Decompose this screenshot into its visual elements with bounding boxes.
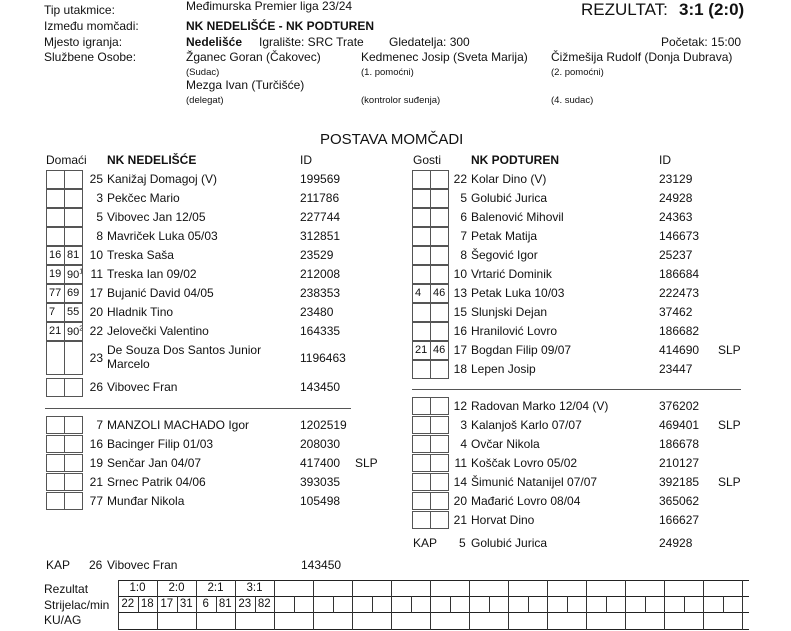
sub-minute: $90^2$ xyxy=(67,325,84,338)
minute-box xyxy=(64,454,82,472)
player-note: SLP xyxy=(718,475,741,489)
player-number: 18 xyxy=(453,362,467,376)
player-id: 24363 xyxy=(659,210,693,224)
grid-subcol-line xyxy=(723,596,724,613)
official-role: (2. pomoćni) xyxy=(551,67,604,78)
minute-box xyxy=(412,208,430,227)
player-number: 16 xyxy=(89,437,103,451)
official-role: (4. sudac) xyxy=(551,95,594,106)
sub-number: 19 xyxy=(49,268,62,280)
grid-col-line xyxy=(274,580,275,630)
player-id: 392185 xyxy=(659,475,700,489)
player-number: 23 xyxy=(89,351,103,365)
player-id: 25237 xyxy=(659,248,693,262)
player-id: 24928 xyxy=(659,191,693,205)
player-id: 210127 xyxy=(659,456,700,470)
minute-box xyxy=(430,322,448,341)
minute-box xyxy=(412,416,430,434)
box-edge xyxy=(82,416,83,434)
grid-subcol-line xyxy=(567,596,568,613)
score-cell: 2:1 xyxy=(207,582,224,594)
player-number: 15 xyxy=(453,305,467,319)
grid-col-line xyxy=(508,580,509,630)
player-id: 365062 xyxy=(659,494,700,508)
sub-minute: $90^1$ xyxy=(67,268,84,281)
scorer-minute: 18 xyxy=(140,598,154,610)
player-name: Vrtarić Dominik xyxy=(471,267,552,281)
score-cell: 2:0 xyxy=(168,582,185,594)
player-id: 417400 xyxy=(300,456,341,470)
sub-number: 77 xyxy=(49,287,62,299)
minute-box xyxy=(430,284,448,303)
player-name: Kalanjoš Karlo 07/07 xyxy=(471,418,582,432)
player-number: 8 xyxy=(96,229,103,243)
player-id: 23480 xyxy=(300,305,334,319)
minute-box xyxy=(64,341,82,375)
player-id: 1202519 xyxy=(300,418,347,432)
sub-minute: 55 xyxy=(67,306,80,318)
grid-col-line xyxy=(391,580,392,630)
official-name: Mezga Ivan (Turčišće) xyxy=(186,78,305,92)
player-name: MANZOLI MACHADO Igor xyxy=(107,418,250,432)
official-name: Žganec Goran (Čakovec) xyxy=(186,50,321,64)
minute-box xyxy=(46,303,64,322)
player-number: 77 xyxy=(89,494,103,508)
minute-box xyxy=(412,322,430,341)
minute-box xyxy=(64,227,82,246)
strijelac-row-label: Strijelac/min xyxy=(44,598,110,612)
scorer-minute: 31 xyxy=(179,598,193,610)
grid-col-line xyxy=(469,580,470,630)
minute-box xyxy=(64,322,82,341)
player-number: 16 xyxy=(453,324,467,338)
away-side-label: Gosti xyxy=(413,153,442,167)
minute-box xyxy=(46,265,64,284)
away-kap-name: Golubić Jurica xyxy=(471,536,548,550)
player-id: 238353 xyxy=(300,286,341,300)
scorer-minute: 81 xyxy=(218,598,232,610)
player-id: 186682 xyxy=(659,324,700,338)
box-edge xyxy=(82,435,83,453)
grid-col-line xyxy=(703,580,704,630)
box-edge xyxy=(82,227,83,246)
player-name: Šegović Igor xyxy=(471,248,538,262)
player-number: 13 xyxy=(453,286,467,300)
sub-number: 4 xyxy=(415,287,422,299)
player-number: 20 xyxy=(89,305,103,319)
scorer-number: 22 xyxy=(121,598,135,610)
igraliste: Igralište: SRC Trate xyxy=(259,35,364,49)
player-name: Bacinger Filip 01/03 xyxy=(107,437,214,451)
minute-box xyxy=(46,341,64,375)
player-name: Lepen Josip xyxy=(471,362,536,376)
player-id: 208030 xyxy=(300,437,341,451)
player-id: 393035 xyxy=(300,475,341,489)
player-note: SLP xyxy=(355,456,378,470)
player-name: Vibovec Fran xyxy=(107,380,178,394)
minute-box xyxy=(46,170,64,189)
player-id: 199569 xyxy=(300,172,341,186)
player-id: 222473 xyxy=(659,286,700,300)
scorer-number: 17 xyxy=(160,598,174,610)
player-number: 21 xyxy=(453,513,467,527)
player-name: Horvat Dino xyxy=(471,513,535,527)
grid-col-line xyxy=(430,580,431,630)
minute-box xyxy=(64,189,82,208)
official-name: Kedmenec Josip (Sveta Marija) xyxy=(361,50,528,64)
minute-box xyxy=(46,416,64,434)
player-name: Petak Matija xyxy=(471,229,538,243)
player-number: 17 xyxy=(453,343,467,357)
player-id: 37462 xyxy=(659,305,693,319)
player-number: 4 xyxy=(460,437,467,451)
player-number: 8 xyxy=(460,248,467,262)
player-number: 19 xyxy=(89,456,103,470)
home-side-label: Domaći xyxy=(46,153,87,167)
player-id: 469401 xyxy=(659,418,700,432)
grid-col-line xyxy=(742,580,743,630)
minute-box xyxy=(412,511,430,529)
player-number: 5 xyxy=(460,191,467,205)
minute-box xyxy=(430,170,448,189)
player-name: Golubić Jurica xyxy=(471,191,548,205)
box-edge xyxy=(82,189,83,208)
player-number: 26 xyxy=(89,380,103,394)
score-cell: 3:1 xyxy=(246,582,263,594)
sub-number: 7 xyxy=(49,306,56,318)
player-name: Koščak Lovro 05/02 xyxy=(471,456,578,470)
grid-col-line xyxy=(664,580,665,630)
tip-label: Tip utakmice: xyxy=(44,3,115,17)
grid-subcol-line xyxy=(645,596,646,613)
player-id: 227744 xyxy=(300,210,341,224)
player-name: Petak Luka 10/03 xyxy=(471,286,565,300)
home-id-header: ID xyxy=(300,153,312,167)
player-name: Pekčec Mario xyxy=(107,191,180,205)
player-name: Mađarić Lovro 08/04 xyxy=(471,494,581,508)
sub-minute: 69 xyxy=(67,287,80,299)
minute-box xyxy=(430,303,448,322)
player-id: 164335 xyxy=(300,324,341,338)
rezultat-label: REZULTAT: xyxy=(581,0,668,19)
player-number: 12 xyxy=(453,399,467,413)
box-edge xyxy=(82,284,83,303)
player-id: 186678 xyxy=(659,437,700,451)
minute-box xyxy=(412,473,430,491)
player-name: Ovčar Nikola xyxy=(471,437,540,451)
grid-subcol-line xyxy=(606,596,607,613)
player-number: 17 xyxy=(89,286,103,300)
grid-col-line xyxy=(547,580,548,630)
grid-subcol-line xyxy=(411,596,412,613)
player-name: Treska Ian 09/02 xyxy=(107,267,197,281)
sub-minute: 81 xyxy=(67,249,80,261)
minute-box xyxy=(46,454,64,472)
grid-subcol-line xyxy=(684,596,685,613)
minute-box xyxy=(64,170,82,189)
player-id: 1196463 xyxy=(300,351,346,365)
sub-minute: 46 xyxy=(433,344,446,356)
grid-col-line xyxy=(313,580,314,630)
minute-box xyxy=(412,284,430,303)
scorer-number: 6 xyxy=(202,598,209,610)
player-note: SLP xyxy=(718,343,741,357)
minute-box xyxy=(64,284,82,303)
minute-box xyxy=(46,322,64,341)
home-team-name: NK NEDELIŠĆE xyxy=(107,153,197,167)
player-number: 14 xyxy=(453,475,467,489)
minute-box xyxy=(430,341,448,360)
minute-box xyxy=(412,189,430,208)
grid-col-line xyxy=(625,580,626,630)
grid-col-line xyxy=(352,580,353,630)
official-role: (1. pomoćni) xyxy=(361,67,414,78)
pocetak: Početak: 15:00 xyxy=(661,35,742,49)
grid-subcol-line xyxy=(294,596,295,613)
official-name: Čižmešija Rudolf (Donja Dubrava) xyxy=(551,50,733,64)
away-team-name: NK PODTUREN xyxy=(471,153,560,167)
minute-box xyxy=(412,360,430,379)
player-name: Vibovec Jan 12/05 xyxy=(107,210,206,224)
minute-box xyxy=(46,435,64,453)
player-note: SLP xyxy=(718,418,741,432)
minute-box xyxy=(412,246,430,265)
player-id: 105498 xyxy=(300,494,341,508)
minute-box xyxy=(64,378,82,397)
minute-box xyxy=(430,227,448,246)
minute-box xyxy=(430,189,448,208)
minute-box xyxy=(430,208,448,227)
player-number: 7 xyxy=(96,418,103,432)
tip-value: Međimurska Premier liga 23/24 xyxy=(186,0,353,13)
player-name: Hranilović Lovro xyxy=(471,324,558,338)
minute-box xyxy=(64,416,82,434)
player-id: 143450 xyxy=(300,380,341,394)
minute-box xyxy=(430,492,448,510)
rezultat-value: 3:1 (2:0) xyxy=(679,0,745,19)
player-id: 211786 xyxy=(300,191,340,205)
player-number: 7 xyxy=(460,229,467,243)
player-id: 312851 xyxy=(300,229,341,243)
sub-minute: 46 xyxy=(433,287,446,299)
minute-box xyxy=(64,492,82,510)
minute-box xyxy=(430,435,448,453)
minute-box xyxy=(430,454,448,472)
player-number: 22 xyxy=(89,324,103,338)
grid-subcol-line xyxy=(450,596,451,613)
minute-box xyxy=(412,303,430,322)
player-name: Slunjski Dejan xyxy=(471,305,548,319)
minute-box xyxy=(430,511,448,529)
minute-box xyxy=(46,378,64,397)
minute-box xyxy=(46,246,64,265)
official-role: (kontrolor suđenja) xyxy=(361,95,441,106)
player-name: Šimunić Natanijel 07/07 xyxy=(471,475,598,489)
home-kap-number: 26 xyxy=(89,558,103,572)
minute-box xyxy=(412,397,430,415)
box-edge xyxy=(82,208,83,227)
divider xyxy=(45,408,351,409)
player-id: 212008 xyxy=(300,267,341,281)
minute-box xyxy=(412,492,430,510)
grid-subcol-line xyxy=(372,596,373,613)
grid-subcol-line xyxy=(489,596,490,613)
player-name: Mavriček Luka 05/03 xyxy=(107,229,218,243)
sub-number: 21 xyxy=(415,344,428,356)
box-edge xyxy=(82,473,83,491)
player-number: 21 xyxy=(89,475,103,489)
box-edge xyxy=(82,170,83,189)
minute-box xyxy=(64,265,82,284)
box-edge xyxy=(82,378,83,397)
official-role: (Sudac) xyxy=(186,67,220,78)
minute-box xyxy=(412,265,430,284)
player-id: 166627 xyxy=(659,513,700,527)
player-id: 23447 xyxy=(659,362,693,376)
minute-box xyxy=(412,227,430,246)
minute-box xyxy=(430,265,448,284)
sub-number: 21 xyxy=(49,325,62,337)
player-name: De Souza Dos Santos Junior xyxy=(107,343,262,357)
minute-box xyxy=(430,360,448,379)
home-kap-name: Vibovec Fran xyxy=(107,558,178,572)
kuag-row-label: KU/AG xyxy=(44,613,82,627)
player-id: 146673 xyxy=(659,229,700,243)
player-name: Bogdan Filip 09/07 xyxy=(471,343,572,357)
player-number: 11 xyxy=(90,267,103,281)
player-id: 376202 xyxy=(659,399,700,413)
match-teams: NK NEDELIŠĆE - NK PODTUREN xyxy=(186,19,375,33)
minute-box xyxy=(46,189,64,208)
player-name: Munđar Nikola xyxy=(107,494,185,508)
player-number: 3 xyxy=(96,191,103,205)
player-number: 11 xyxy=(454,456,467,470)
minute-box xyxy=(46,473,64,491)
minute-box xyxy=(64,435,82,453)
rezultat-row-label: Rezultat xyxy=(44,582,89,596)
scorer-minute: 82 xyxy=(257,598,271,610)
scorer-number: 23 xyxy=(238,598,252,610)
minute-box xyxy=(430,246,448,265)
player-number: 3 xyxy=(460,418,467,432)
player-number: 20 xyxy=(453,494,467,508)
player-name: Radovan Marko 12/04 (V) xyxy=(471,399,609,413)
away-kap-label: KAP xyxy=(413,536,438,550)
home-kap-label: KAP xyxy=(46,558,71,572)
player-name-cont: Marcelo xyxy=(107,357,150,371)
player-name: Hladnik Tino xyxy=(107,305,174,319)
izmedju-label: Između momčadi: xyxy=(44,19,139,33)
minute-box xyxy=(412,454,430,472)
player-name: Balenović Mihovil xyxy=(471,210,564,224)
sub-number: 16 xyxy=(49,249,62,261)
box-edge xyxy=(82,492,83,510)
gledatelja: Gledatelja: 300 xyxy=(389,35,470,49)
box-edge xyxy=(82,322,83,341)
minute-box xyxy=(412,435,430,453)
player-id: 186684 xyxy=(659,267,700,281)
player-id: 23529 xyxy=(300,248,334,262)
official-role: (delegat) xyxy=(186,95,224,106)
minute-box xyxy=(430,416,448,434)
mjesto-label: Mjesto igranja: xyxy=(44,35,123,49)
minute-box xyxy=(430,397,448,415)
player-number: 10 xyxy=(89,248,103,262)
player-number: 5 xyxy=(96,210,103,224)
minute-box xyxy=(46,227,64,246)
player-name: Kanižaj Domagoj (V) xyxy=(107,172,218,186)
away-kap-id: 24928 xyxy=(659,536,693,550)
player-id: 23129 xyxy=(659,172,693,186)
player-id: 414690 xyxy=(659,343,700,357)
mjesto-value: Nedelišće xyxy=(186,35,243,49)
away-id-header: ID xyxy=(659,153,671,167)
box-edge xyxy=(82,303,83,322)
player-name: Srnec Patrik 04/06 xyxy=(107,475,206,489)
minute-box xyxy=(46,208,64,227)
divider xyxy=(412,389,741,390)
score-cell: 1:0 xyxy=(129,582,146,594)
player-number: 22 xyxy=(453,172,467,186)
minute-box xyxy=(412,341,430,360)
minute-box xyxy=(412,170,430,189)
sluzbene-label: Službene Osobe: xyxy=(44,50,137,64)
player-name: Treska Saša xyxy=(107,248,174,262)
player-name: Bujanić David 04/05 xyxy=(107,286,214,300)
home-kap-id: 143450 xyxy=(301,558,342,572)
minute-box xyxy=(46,492,64,510)
player-name: Jelovečki Valentino xyxy=(107,324,209,338)
minute-box xyxy=(64,208,82,227)
grid-col-line xyxy=(586,580,587,630)
box-edge xyxy=(82,341,83,375)
grid-subcol-line xyxy=(528,596,529,613)
player-name: Senčar Jan 04/07 xyxy=(107,456,202,470)
away-kap-number: 5 xyxy=(459,536,466,550)
player-number: 25 xyxy=(89,172,103,186)
minute-box xyxy=(46,284,64,303)
player-name: Kolar Dino (V) xyxy=(471,172,547,186)
minute-box xyxy=(64,303,82,322)
minute-box xyxy=(430,473,448,491)
postava-title: POSTAVA MOMČADI xyxy=(320,131,464,148)
player-number: 6 xyxy=(460,210,467,224)
box-edge xyxy=(82,454,83,472)
grid-subcol-line xyxy=(333,596,334,613)
box-edge xyxy=(82,246,83,265)
minute-box xyxy=(64,246,82,265)
player-number: 10 xyxy=(453,267,467,281)
box-edge xyxy=(82,265,83,284)
minute-box xyxy=(64,473,82,491)
